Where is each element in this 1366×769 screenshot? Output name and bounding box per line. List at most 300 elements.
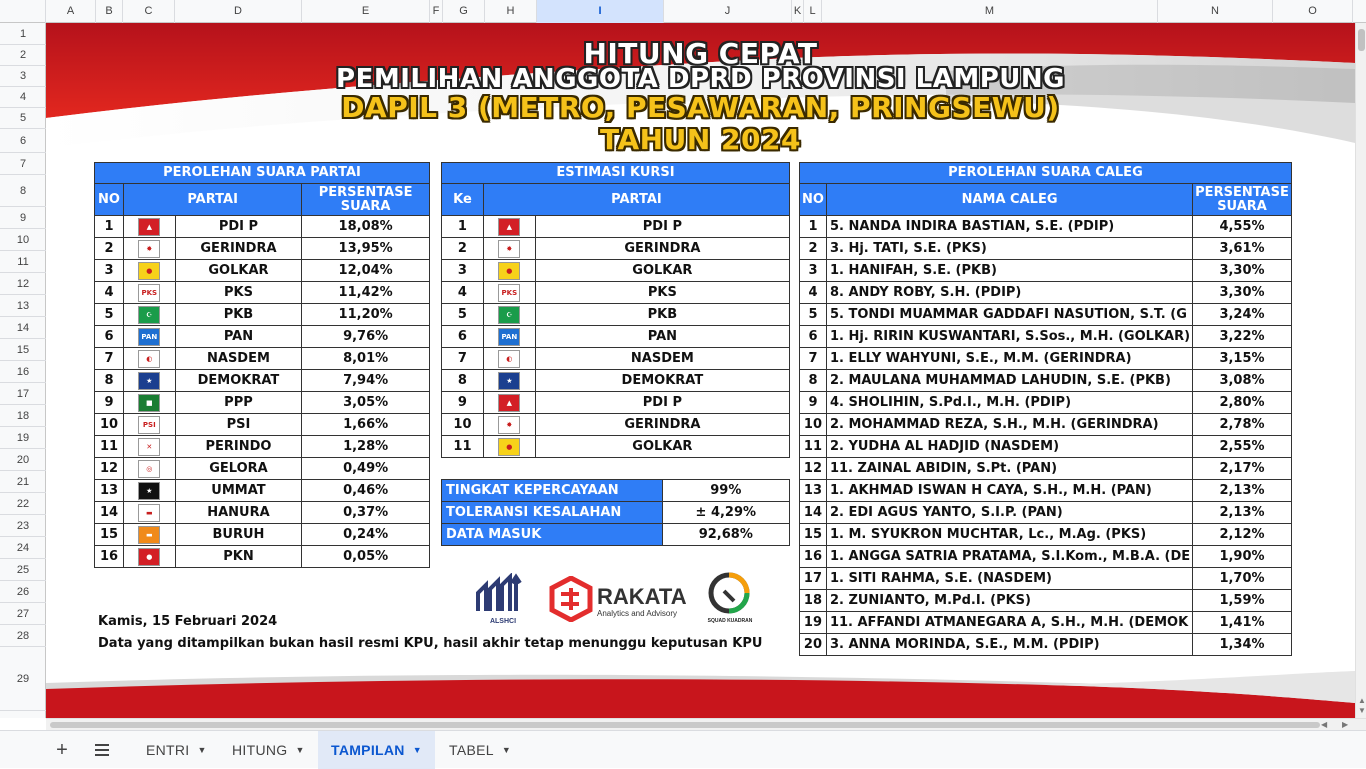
seat-row	[442, 392, 790, 414]
column-header-g[interactable]: G	[443, 0, 485, 23]
pkn-logo-icon: ●	[138, 548, 160, 566]
caleg-row-name: 1. HANIFAH, S.E. (PKB)	[826, 260, 1192, 282]
caleg-row-no: 1	[800, 216, 827, 238]
caleg-row	[800, 260, 1292, 282]
party-logo-cell	[483, 348, 535, 370]
sheet-content	[46, 23, 1355, 718]
caleg-row-name: 1. ANGGA SATRIA PRATAMA, S.I.Kom., M.B.A. (DE	[826, 546, 1192, 568]
caleg-row	[800, 348, 1292, 370]
column-header-n[interactable]: N	[1158, 0, 1273, 23]
party-col-pct: PERSENTASE SUARA	[302, 184, 430, 216]
party-logo-cell	[123, 282, 175, 304]
seat-row-no: 11	[442, 436, 484, 458]
party-logo-cell	[483, 414, 535, 436]
caleg-col-name: NAMA CALEG	[826, 184, 1192, 216]
caleg-row-name: 2. ZUNIANTO, M.Pd.I. (PKS)	[826, 590, 1192, 612]
column-header-a[interactable]: A	[46, 0, 96, 23]
party-logo-cell	[123, 480, 175, 502]
caleg-row-pct: 1,34%	[1193, 634, 1292, 656]
seat-row-party: GERINDRA	[535, 238, 789, 260]
stat-label: DATA MASUK	[442, 524, 663, 546]
party-row	[95, 304, 430, 326]
party-row-no: 2	[95, 238, 124, 260]
all-sheets-menu-button[interactable]	[90, 731, 114, 769]
caleg-row	[800, 458, 1292, 480]
caleg-row-pct: 2,17%	[1193, 458, 1292, 480]
caleg-row-no: 4	[800, 282, 827, 304]
seat-row-party: PKB	[535, 304, 789, 326]
vertical-scrollbar[interactable]	[1355, 23, 1366, 718]
dropdown-arrow-icon[interactable]: ▼	[197, 745, 207, 755]
select-all-corner[interactable]	[0, 0, 46, 23]
column-header-h[interactable]: H	[485, 0, 537, 23]
party-logo-cell	[123, 458, 175, 480]
party-logo-cell	[123, 414, 175, 436]
caleg-header: PEROLEHAN SUARA CALEG	[800, 163, 1292, 184]
caleg-row	[800, 392, 1292, 414]
caleg-row-pct: 1,90%	[1193, 546, 1292, 568]
party-row-no: 12	[95, 458, 124, 480]
sheet-tab-hitung[interactable]	[219, 731, 318, 769]
sheet-tab-tabel[interactable]	[436, 731, 524, 769]
caleg-row-pct: 3,30%	[1193, 260, 1292, 282]
pkb-logo-icon: ☪	[498, 306, 520, 324]
row-header-10[interactable]: 10	[0, 229, 46, 251]
party-row-name: PAN	[175, 326, 302, 348]
golkar-logo-icon: ●	[138, 262, 160, 280]
dropdown-arrow-icon[interactable]: ▼	[501, 745, 512, 755]
disclaimer-text: Data yang ditampilkan bukan hasil resmi KPU, hasil akhir tetap menunggu keputusan KPU	[98, 636, 763, 651]
party-row-name: PKB	[175, 304, 302, 326]
row-header-bar	[0, 23, 46, 718]
seat-row-no: 3	[442, 260, 484, 282]
party-row-name: GELORA	[175, 458, 302, 480]
party-row	[95, 392, 430, 414]
demokrat-logo-icon: ★	[138, 372, 160, 390]
seat-estimate-table	[441, 162, 790, 458]
party-row-pct: 13,95%	[302, 238, 430, 260]
caleg-col-pct: PERSENTASE SUARA	[1193, 184, 1292, 216]
column-header-o[interactable]: O	[1273, 0, 1353, 23]
party-logo-cell	[483, 392, 535, 414]
caleg-row	[800, 414, 1292, 436]
dropdown-arrow-icon[interactable]: ▼	[412, 745, 422, 755]
party-row-no: 5	[95, 304, 124, 326]
pdip-logo-icon: ▲	[138, 218, 160, 236]
stat-value: 99%	[662, 480, 789, 502]
party-row-pct: 0,37%	[302, 502, 430, 524]
caleg-row-name: 1. M. SYUKRON MUCHTAR, Lc., M.Ag. (PKS)	[826, 524, 1192, 546]
seat-col-party: PARTAI	[483, 184, 789, 216]
caleg-row	[800, 546, 1292, 568]
seat-row-party: PDI P	[535, 216, 789, 238]
gerindra-logo-icon: ✸	[498, 240, 520, 258]
caleg-row-no: 15	[800, 524, 827, 546]
column-header-c[interactable]: C	[123, 0, 175, 23]
row-header-3[interactable]: 3	[0, 66, 46, 87]
caleg-row-pct: 3,30%	[1193, 282, 1292, 304]
caleg-row-pct: 1,70%	[1193, 568, 1292, 590]
seat-row-no: 10	[442, 414, 484, 436]
caleg-row-pct: 3,08%	[1193, 370, 1292, 392]
seat-row-no: 1	[442, 216, 484, 238]
seat-header: ESTIMASI KURSI	[442, 163, 790, 184]
caleg-row-name: 2. YUDHA AL HADJID (NASDEM)	[826, 436, 1192, 458]
row-header-17[interactable]: 17	[0, 383, 46, 405]
row-header-19[interactable]: 19	[0, 427, 46, 449]
dropdown-arrow-icon[interactable]: ▼	[295, 745, 305, 755]
scroll-down-arrow-icon[interactable]: ▼	[1358, 706, 1366, 715]
squad-kuadran-logo	[706, 571, 754, 627]
party-logo-cell	[123, 216, 175, 238]
row-header-18[interactable]: 18	[0, 405, 46, 427]
seat-row-no: 5	[442, 304, 484, 326]
seat-row	[442, 436, 790, 458]
caleg-row	[800, 370, 1292, 392]
party-logo-cell	[483, 238, 535, 260]
caleg-row-no: 5	[800, 304, 827, 326]
caleg-row-pct: 3,22%	[1193, 326, 1292, 348]
party-row	[95, 348, 430, 370]
row-header-29[interactable]: 29	[0, 647, 46, 711]
caleg-row-name: 5. NANDA INDIRA BASTIAN, S.E. (PDIP)	[826, 216, 1192, 238]
party-row-no: 13	[95, 480, 124, 502]
pan-logo-icon: PAN	[498, 328, 520, 346]
stat-row	[442, 480, 790, 502]
report-date: Kamis, 15 Februari 2024	[98, 614, 278, 629]
row-header-25[interactable]: 25	[0, 559, 46, 581]
party-row-pct: 7,94%	[302, 370, 430, 392]
party-logo-cell	[123, 524, 175, 546]
horizontal-scroll-thumb[interactable]	[50, 722, 1320, 728]
caleg-row-pct: 2,80%	[1193, 392, 1292, 414]
caleg-row-name: 1. ELLY WAHYUNI, S.E., M.M. (GERINDRA)	[826, 348, 1192, 370]
pan-logo-icon: PAN	[138, 328, 160, 346]
stat-row	[442, 524, 790, 546]
caleg-row	[800, 502, 1292, 524]
sheet-tab-label: TABEL	[449, 742, 494, 758]
horizontal-scrollbar[interactable]	[46, 718, 1366, 730]
row-header-16[interactable]: 16	[0, 361, 46, 383]
caleg-row	[800, 436, 1292, 458]
column-header-k[interactable]: K	[792, 0, 804, 23]
column-header-j[interactable]: J	[664, 0, 792, 23]
caleg-row-no: 14	[800, 502, 827, 524]
caleg-row-pct: 2,13%	[1193, 502, 1292, 524]
party-col-party: PARTAI	[123, 184, 301, 216]
row-header-9[interactable]: 9	[0, 207, 46, 229]
row-header-11[interactable]: 11	[0, 251, 46, 273]
alshci-logo	[474, 573, 532, 625]
title-line1: HITUNG CEPAT	[583, 37, 818, 70]
seat-row	[442, 348, 790, 370]
party-logo-cell	[123, 392, 175, 414]
party-row-name: PDI P	[175, 216, 302, 238]
seat-row-party: DEMOKRAT	[535, 370, 789, 392]
column-header-m[interactable]: M	[822, 0, 1158, 23]
party-row	[95, 524, 430, 546]
row-header-7[interactable]: 7	[0, 153, 46, 175]
rakata-hex-icon	[549, 576, 593, 622]
row-header-1[interactable]: 1	[0, 23, 46, 45]
party-row-no: 4	[95, 282, 124, 304]
party-row-pct: 11,20%	[302, 304, 430, 326]
caleg-row-name: 3. ANNA MORINDA, S.E., M.M. (PDIP)	[826, 634, 1192, 656]
buruh-logo-icon: ▬	[138, 526, 160, 544]
alshci-text: ALSHCI	[489, 618, 517, 625]
party-row	[95, 414, 430, 436]
seat-row	[442, 326, 790, 348]
row-header-21[interactable]: 21	[0, 471, 46, 493]
party-row-no: 7	[95, 348, 124, 370]
party-row-pct: 0,05%	[302, 546, 430, 568]
party-row-name: PKN	[175, 546, 302, 568]
caleg-row-name: 2. MOHAMMAD REZA, S.H., M.H. (GERINDRA)	[826, 414, 1192, 436]
caleg-row	[800, 304, 1292, 326]
seat-col-ke: Ke	[442, 184, 484, 216]
seat-row-party: PKS	[535, 282, 789, 304]
sheet-tab-bar	[0, 730, 1366, 768]
row-header-22[interactable]: 22	[0, 493, 46, 515]
gerindra-logo-icon: ✸	[138, 240, 160, 258]
title-line3: DAPIL 3 (METRO, PESAWARAN, PRINGSEWU)	[341, 91, 1060, 124]
column-header-b[interactable]: B	[96, 0, 123, 23]
row-header-23[interactable]: 23	[0, 515, 46, 537]
add-sheet-button[interactable]: +	[56, 738, 68, 761]
row-header-13[interactable]: 13	[0, 295, 46, 317]
party-row-name: UMMAT	[175, 480, 302, 502]
caleg-row-no: 16	[800, 546, 827, 568]
caleg-row-name: 2. EDI AGUS YANTO, S.I.P. (PAN)	[826, 502, 1192, 524]
caleg-row-no: 7	[800, 348, 827, 370]
seat-row-party: GOLKAR	[535, 436, 789, 458]
row-header-4[interactable]: 4	[0, 87, 46, 108]
seat-row-no: 6	[442, 326, 484, 348]
golkar-logo-icon: ●	[498, 438, 520, 456]
party-row-pct: 0,46%	[302, 480, 430, 502]
party-row-name: PSI	[175, 414, 302, 436]
party-logo-cell	[483, 304, 535, 326]
party-row-pct: 18,08%	[302, 216, 430, 238]
vertical-scroll-thumb[interactable]	[1358, 29, 1365, 51]
caleg-row-name: 4. SHOLIHIN, S.Pd.I., M.H. (PDIP)	[826, 392, 1192, 414]
party-row	[95, 238, 430, 260]
title-line2: PEMILIHAN ANGGOTA DPRD PROVINSI LAMPUNG	[336, 64, 1065, 94]
party-logo-cell	[483, 370, 535, 392]
pdip-logo-icon: ▲	[498, 218, 520, 236]
caleg-row-no: 12	[800, 458, 827, 480]
party-row-name: DEMOKRAT	[175, 370, 302, 392]
stat-label: TINGKAT KEPERCAYAAN	[442, 480, 663, 502]
caleg-row-name: 2. MAULANA MUHAMMAD LAHUDIN, S.E. (PKB)	[826, 370, 1192, 392]
party-row-no: 6	[95, 326, 124, 348]
party-logo-cell	[123, 260, 175, 282]
party-row-pct: 9,76%	[302, 326, 430, 348]
seat-row	[442, 304, 790, 326]
party-row	[95, 458, 430, 480]
row-header-15[interactable]: 15	[0, 339, 46, 361]
caleg-row-name: 8. ANDY ROBY, S.H. (PDIP)	[826, 282, 1192, 304]
caleg-row-no: 10	[800, 414, 827, 436]
party-logo-cell	[123, 436, 175, 458]
caleg-row	[800, 480, 1292, 502]
party-row-pct: 1,28%	[302, 436, 430, 458]
party-logo-cell	[483, 260, 535, 282]
pks-logo-icon: PKS	[138, 284, 160, 302]
caleg-row-pct: 1,59%	[1193, 590, 1292, 612]
party-row-pct: 1,66%	[302, 414, 430, 436]
party-row	[95, 326, 430, 348]
seat-row-no: 7	[442, 348, 484, 370]
hanura-logo-icon: ▬	[138, 504, 160, 522]
caleg-row	[800, 216, 1292, 238]
party-row-name: BURUH	[175, 524, 302, 546]
row-header-27[interactable]: 27	[0, 603, 46, 625]
party-logo-cell	[483, 326, 535, 348]
party-row	[95, 260, 430, 282]
stats-table	[441, 479, 790, 546]
row-header-8[interactable]: 8	[0, 175, 46, 207]
sheet-tab-tampilan[interactable]	[318, 731, 435, 769]
row-header-12[interactable]: 12	[0, 273, 46, 295]
seat-row	[442, 238, 790, 260]
caleg-row-pct: 1,41%	[1193, 612, 1292, 634]
seat-row-no: 4	[442, 282, 484, 304]
demokrat-logo-icon: ★	[498, 372, 520, 390]
caleg-row-name: 1. Hj. RIRIN KUSWANTARI, S.Sos., M.H. (GOLKAR)	[826, 326, 1192, 348]
row-header-28[interactable]: 28	[0, 625, 46, 647]
scroll-up-arrow-icon[interactable]: ▲	[1358, 696, 1366, 705]
party-logo-cell	[483, 216, 535, 238]
sheet-tab-label: ENTRI	[146, 742, 190, 758]
caleg-row-pct: 2,55%	[1193, 436, 1292, 458]
party-row-no: 14	[95, 502, 124, 524]
seat-row-no: 2	[442, 238, 484, 260]
row-header-14[interactable]: 14	[0, 317, 46, 339]
stat-value: ± 4,29%	[662, 502, 789, 524]
party-row-pct: 12,04%	[302, 260, 430, 282]
nasdem-logo-icon: ◐	[498, 350, 520, 368]
rakata-subtext: Analytics and Advisory	[597, 609, 678, 618]
row-header-26[interactable]: 26	[0, 581, 46, 603]
seat-row-no: 8	[442, 370, 484, 392]
golkar-logo-icon: ●	[498, 262, 520, 280]
caleg-row-no: 11	[800, 436, 827, 458]
caleg-row-no: 6	[800, 326, 827, 348]
column-header-e[interactable]: E	[302, 0, 430, 23]
party-row-pct: 3,05%	[302, 392, 430, 414]
caleg-row-name: 11. AFFANDI ATMANEGARA A, S.H., M.H. (DEMOK	[826, 612, 1192, 634]
gerindra-logo-icon: ✸	[498, 416, 520, 434]
rakata-text: RAKATA	[597, 584, 687, 609]
column-header-l[interactable]: L	[804, 0, 822, 23]
party-row-pct: 0,24%	[302, 524, 430, 546]
row-header-20[interactable]: 20	[0, 449, 46, 471]
party-row	[95, 436, 430, 458]
party-row-name: PPP	[175, 392, 302, 414]
squad-text: SQUAD KUADRAN	[707, 618, 753, 624]
caleg-row-no: 8	[800, 370, 827, 392]
party-row-name: GOLKAR	[175, 260, 302, 282]
pks-logo-icon: PKS	[498, 284, 520, 302]
party-logo-cell	[123, 326, 175, 348]
caleg-row	[800, 568, 1292, 590]
caleg-row-name: 1. AKHMAD ISWAN H CAYA, S.H., M.H. (PAN)	[826, 480, 1192, 502]
party-logo-cell	[483, 436, 535, 458]
seat-row-party: PDI P	[535, 392, 789, 414]
caleg-row-pct: 2,78%	[1193, 414, 1292, 436]
row-header-2[interactable]: 2	[0, 45, 46, 66]
caleg-row-pct: 2,13%	[1193, 480, 1292, 502]
nasdem-logo-icon: ◐	[138, 350, 160, 368]
ppp-logo-icon: ■	[138, 394, 160, 412]
party-votes-header: PEROLEHAN SUARA PARTAI	[95, 163, 430, 184]
caleg-row	[800, 590, 1292, 612]
party-logo-cell	[123, 304, 175, 326]
pdip-logo-icon: ▲	[498, 394, 520, 412]
column-header-f[interactable]: F	[430, 0, 443, 23]
caleg-row-no: 9	[800, 392, 827, 414]
row-header-24[interactable]: 24	[0, 537, 46, 559]
caleg-row-pct: 3,15%	[1193, 348, 1292, 370]
scroll-right-arrow-icon[interactable]: ▶	[1342, 720, 1349, 729]
caleg-row-pct: 4,55%	[1193, 216, 1292, 238]
party-row-no: 11	[95, 436, 124, 458]
squad-ring-icon	[706, 571, 752, 615]
stat-label: TOLERANSI KESALAHAN	[442, 502, 663, 524]
party-row-pct: 11,42%	[302, 282, 430, 304]
party-logo-cell	[123, 370, 175, 392]
sheet-tab-label: HITUNG	[232, 742, 288, 758]
caleg-row-name: 1. SITI RAHMA, S.E. (NASDEM)	[826, 568, 1192, 590]
caleg-row-name: 11. ZAINAL ABIDIN, S.Pt. (PAN)	[826, 458, 1192, 480]
pkb-logo-icon: ☪	[138, 306, 160, 324]
party-row-name: PKS	[175, 282, 302, 304]
party-row-no: 3	[95, 260, 124, 282]
caleg-row-name: 5. TONDI MUAMMAR GADDAFI NASUTION, S.T. (G	[826, 304, 1192, 326]
rakata-logo	[549, 576, 689, 622]
gelora-logo-icon: ◎	[138, 460, 160, 478]
party-row-name: GERINDRA	[175, 238, 302, 260]
caleg-row	[800, 612, 1292, 634]
sheet-tab-entri[interactable]	[133, 731, 220, 769]
party-row-pct: 8,01%	[302, 348, 430, 370]
caleg-row-no: 20	[800, 634, 827, 656]
ummat-logo-icon: ★	[138, 482, 160, 500]
party-logo-cell	[483, 282, 535, 304]
title-line4: TAHUN 2024	[600, 123, 801, 156]
party-votes-table	[94, 162, 430, 568]
scroll-left-arrow-icon[interactable]: ◀	[1321, 720, 1328, 729]
caleg-row	[800, 524, 1292, 546]
party-row-no: 9	[95, 392, 124, 414]
party-row	[95, 546, 430, 568]
party-row	[95, 480, 430, 502]
row-header-5[interactable]: 5	[0, 108, 46, 129]
party-row-no: 8	[95, 370, 124, 392]
column-header-d[interactable]: D	[175, 0, 302, 23]
caleg-row-pct: 3,24%	[1193, 304, 1292, 326]
column-header-i[interactable]: I	[537, 0, 664, 23]
party-logo-cell	[123, 238, 175, 260]
caleg-row-name: 3. Hj. TATI, S.E. (PKS)	[826, 238, 1192, 260]
seat-row	[442, 216, 790, 238]
banner-bottom	[46, 663, 1355, 718]
caleg-row-no: 18	[800, 590, 827, 612]
row-header-6[interactable]: 6	[0, 129, 46, 153]
caleg-row-pct: 3,61%	[1193, 238, 1292, 260]
caleg-row	[800, 326, 1292, 348]
